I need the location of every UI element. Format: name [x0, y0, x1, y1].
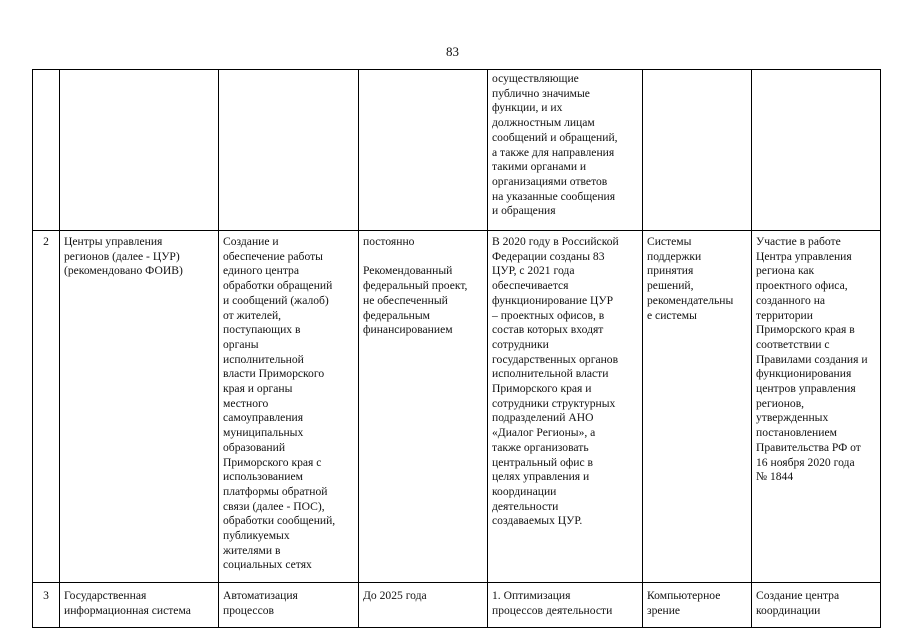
- note-cell: [752, 70, 881, 231]
- result-cell: В 2020 году в Российской Федерации созданы 83 ЦУР, с 2021 года обеспечивается функционирование ЦУР – проектных офисов, в состав которых входят сотрудники государственных органов исполнительной власти Приморского края и сотрудники структурных подразделений АНО «Диалог Регионы», а также организовать центральный офис в целях управления и координации деятельности создаваемых ЦУР.: [488, 231, 643, 583]
- description-cell: Автоматизация процессов: [219, 583, 359, 628]
- system-name-cell: Государственная информационная система: [60, 583, 219, 628]
- description-cell: [219, 70, 359, 231]
- result-cell: 1. Оптимизация процессов деятельности: [488, 583, 643, 628]
- period-cell: [359, 70, 488, 231]
- measures-table: [32, 69, 881, 628]
- note-cell: Участие в работе Центра управления региона как проектного офиса, созданного на территории Приморского края в соответствии с Правилами создания и функционирования центров управления регионов, утвержденных постановлением Правительства РФ от 16 ноября 2020 года № 1844: [752, 231, 881, 583]
- table-row: [33, 70, 881, 231]
- row-number-cell: [33, 70, 60, 231]
- row-number-cell: 2: [33, 231, 60, 583]
- description-cell: Создание и обеспечение работы единого центра обработки обращений и сообщений (жалоб) от жителей, поступающих в органы исполнительной власти Приморского края и органы местного самоуправления муниципальных образований Приморского края с использованием платформы обратной связи (далее - ПОС), обработки сообщений, публикуемых жителями в социальных сетях: [219, 231, 359, 583]
- table-row: [33, 583, 881, 628]
- period-cell: До 2025 года: [359, 583, 488, 628]
- row-number-cell: 3: [33, 583, 60, 628]
- note-cell: Создание центра координации: [752, 583, 881, 628]
- technology-cell: [643, 70, 752, 231]
- technology-cell: Системы поддержки принятия решений, рекомендательны е системы: [643, 231, 752, 583]
- page-number: 83: [446, 44, 459, 59]
- technology-cell: Компьютерное зрение: [643, 583, 752, 628]
- result-cell: осуществляющие публично значимые функции, и их должностным лицам сообщений и обращений, а также для направления такими органами и организациями ответов на указанные сообщения и обращения: [488, 70, 643, 231]
- period-cell: постоянно Рекомендованный федеральный проект, не обеспеченный федеральным финансированием: [359, 231, 488, 583]
- table-row: [33, 231, 881, 583]
- system-name-cell: [60, 70, 219, 231]
- system-name-cell: Центры управления регионов (далее - ЦУР) (рекомендовано ФОИВ): [60, 231, 219, 583]
